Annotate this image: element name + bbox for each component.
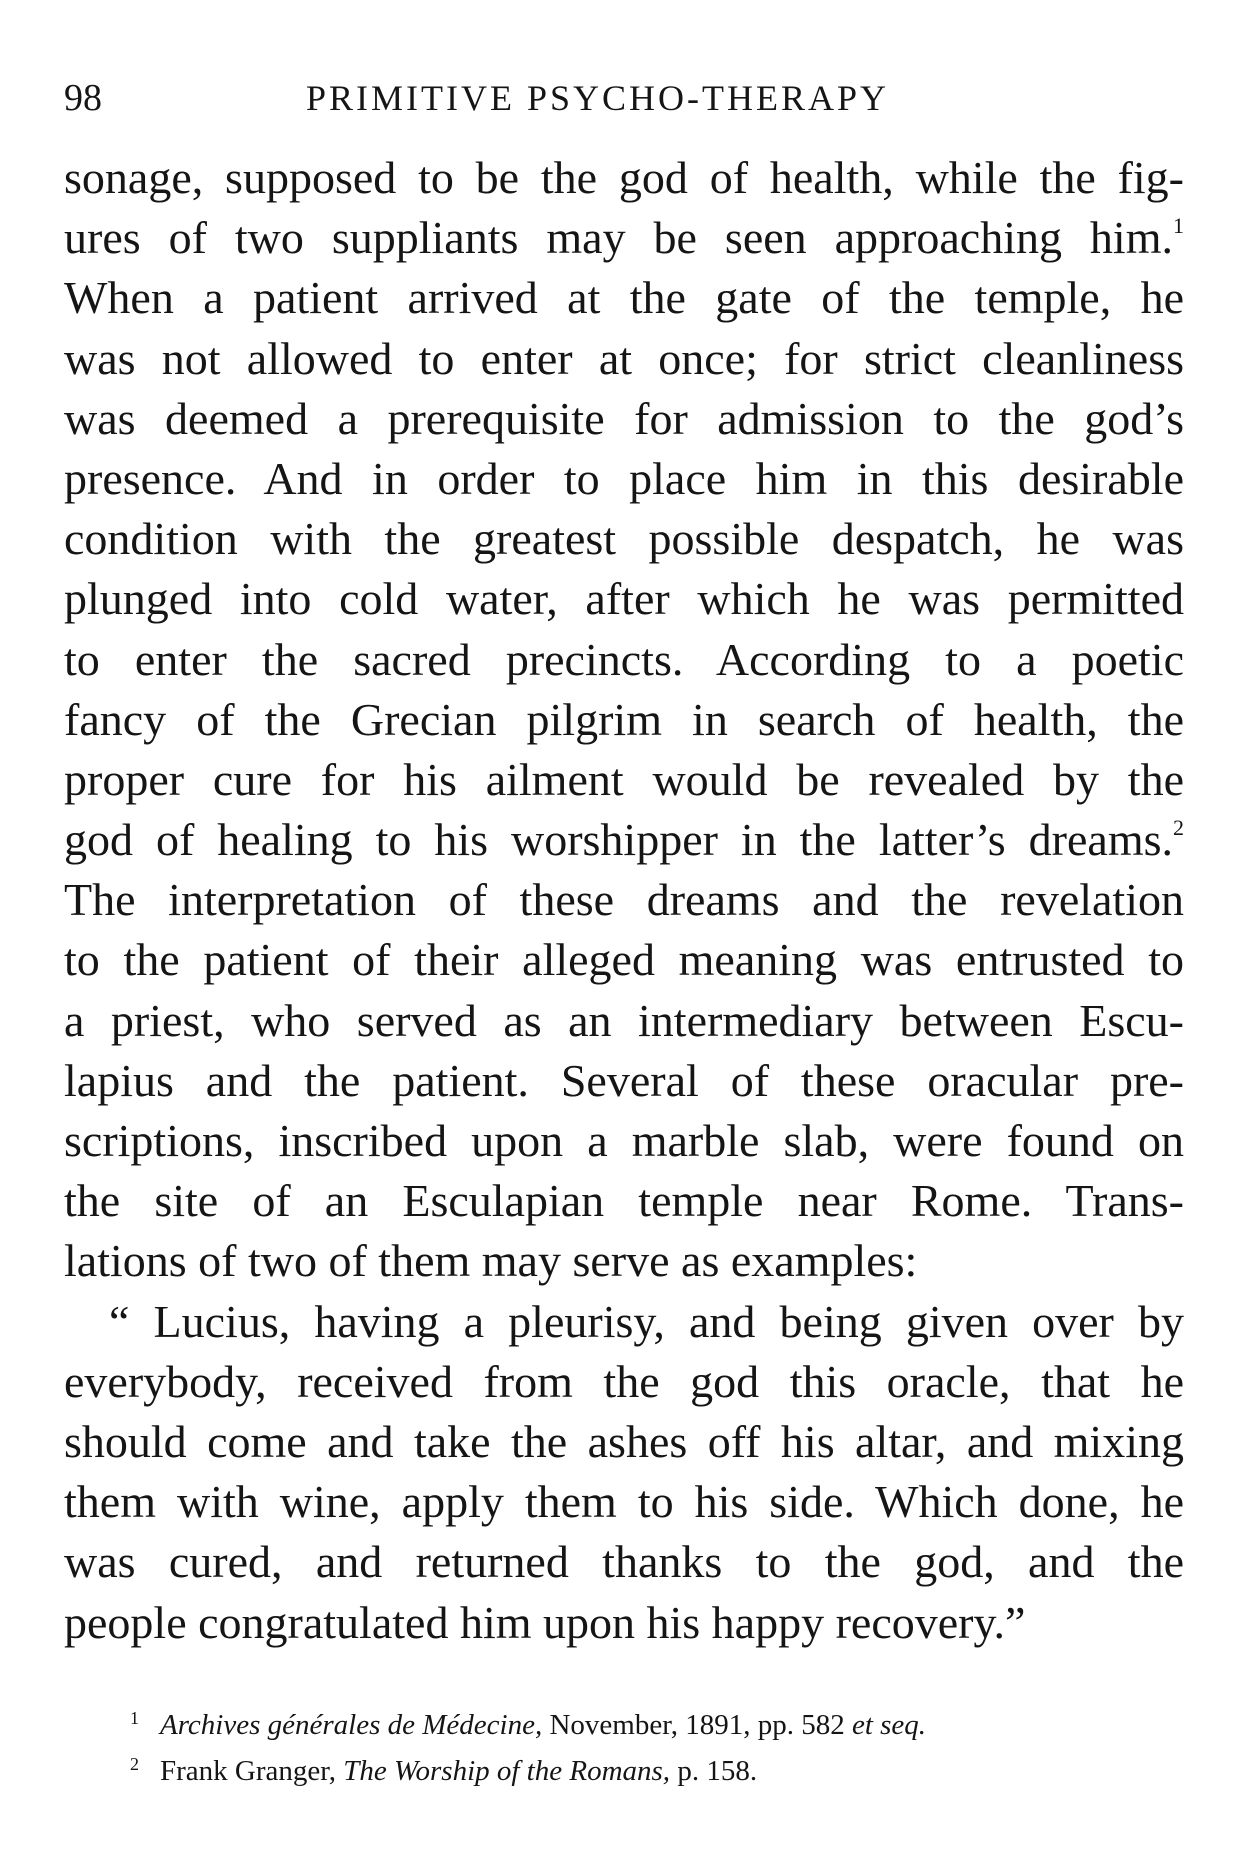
- text-line: condition with the greatest possible despatch, he was: [64, 513, 1184, 565]
- text-line: sonage, supposed to be the god of health, while the fig-: [64, 152, 1184, 203]
- quote-line: should come and take the ashes off his altar, and mixing: [64, 1415, 1184, 1467]
- text-line-content: god of healing to his worshipper in the latter’s dreams.: [64, 814, 1173, 866]
- quote-line: them with wine, apply them to his side. Which done, he: [64, 1476, 1184, 1528]
- page-number: 98: [64, 77, 102, 119]
- footnote-ref-2: 2: [1173, 815, 1184, 841]
- text-line: scriptions, inscribed upon a marble slab, were found on: [64, 1115, 1184, 1166]
- footnote-title: Archives générales de Médecine,: [160, 1709, 543, 1741]
- text-line: proper cure for his ailment would be revealed by the: [64, 753, 1184, 805]
- quote-line: people congratulated him upon his happy recovery.”: [64, 1596, 1026, 1648]
- text-line: the site of an Esculapian temple near Rome. Trans-: [64, 1175, 1184, 1227]
- text-line: [64, 810, 1184, 870]
- footnote-2: 2 Frank Granger, The Worship of the Romans, p. 158.: [130, 1754, 758, 1787]
- quote-line: “ Lucius, having a pleurisy, and being given over by: [109, 1295, 1184, 1347]
- text-line: lapius and the patient. Several of these oracular pre-: [64, 1054, 1184, 1106]
- running-title: PRIMITIVE PSYCHO-THERAPY: [306, 78, 890, 118]
- text-line: to enter the sacred precincts. According to a poetic: [64, 633, 1184, 685]
- text-line: to the patient of their alleged meaning was entrusted to: [64, 934, 1184, 986]
- body-text: [64, 148, 1184, 1653]
- text-line: fancy of the Grecian pilgrim in search of health, the: [64, 693, 1184, 745]
- text-line: was deemed a prerequisite for admission to the god’s: [64, 392, 1184, 444]
- quote-line: everybody, received from the god this oracle, that he: [64, 1355, 1184, 1407]
- text-line: was not allowed to enter at once; for strict cleanliness: [64, 332, 1184, 384]
- page-header: [64, 68, 1184, 128]
- text-line: When a patient arrived at the gate of the temple, he: [64, 272, 1184, 324]
- footnote-title: The Worship of the Romans,: [343, 1755, 671, 1787]
- text-line-content: ures of two suppliants may be seen approaching him.: [64, 212, 1173, 264]
- text-line: presence. And in order to place him in this desirable: [64, 452, 1184, 504]
- text-line: lations of two of them may serve as examples:: [64, 1235, 918, 1287]
- footnote-author: Frank Granger,: [160, 1755, 344, 1787]
- quote-line: was cured, and returned thanks to the god, and the: [64, 1536, 1184, 1588]
- footnotes: [130, 1702, 1190, 1794]
- footnote-ref-1: 1: [1173, 213, 1184, 239]
- text-line: [64, 208, 1184, 268]
- text-line: a priest, who served as an intermediary between Escu-: [64, 994, 1184, 1046]
- footnote-1: 1 Archives générales de Médecine, November, 1891, pp. 582 et seq.: [130, 1708, 927, 1741]
- footnote-text: November, 1891, pp. 582: [542, 1709, 852, 1741]
- text-line: The interpretation of these dreams and the revelation: [64, 874, 1184, 926]
- footnote-text: p. 158.: [670, 1755, 758, 1787]
- text-line: plunged into cold water, after which he was permitted: [64, 573, 1184, 625]
- footnote-tail: et seq.: [851, 1709, 927, 1741]
